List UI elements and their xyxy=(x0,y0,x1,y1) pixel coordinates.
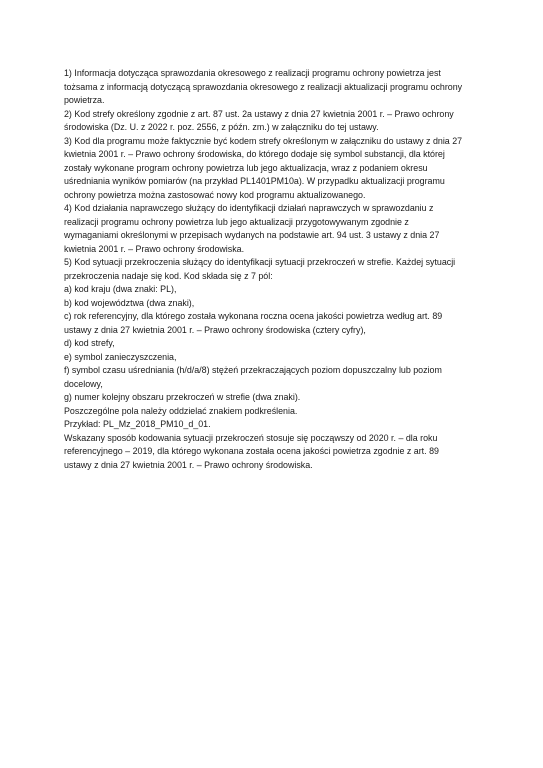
text-line: kwietnia 2001 r. – Prawo ochrony środowiska, do którego dodaje się symbol substancji, dla której xyxy=(64,149,445,159)
text-line: środowiska (Dz. U. z 2022 r. poz. 2556, z późn. zm.) w załączniku do tej ustawy. xyxy=(64,122,379,132)
text-line: 1) Informacja dotycząca sprawozdania okresowego z realizacji programu ochrony powietrza jest xyxy=(64,68,441,78)
text-line: ochrony powietrza można zastosować nowy kod programu aktualizowanego. xyxy=(64,189,366,200)
text-line: Przykład: PL_Mz_2018_PM10_d_01. xyxy=(64,419,211,429)
text-line: ustawy z dnia 27 kwietnia 2001 r. – Prawo ochrony środowiska (cztery cyfry), xyxy=(64,324,366,335)
text-line: tożsama z informacją dotyczącą sprawozdania okresowego z realizacji aktualizacji programu ochrony xyxy=(64,81,463,92)
text-line: a) kod kraju (dwa znaki: PL), xyxy=(64,284,177,294)
text-line: 3) Kod dla programu może faktycznie być kodem strefy określonym w załączniku do ustawy z dnia 27 xyxy=(64,135,463,146)
footnotes-text xyxy=(64,67,484,472)
text-line: Wskazany sposób kodowania sytuacji przekroczeń stosuje się począwszy od 2020 r. – dla roku xyxy=(64,432,438,443)
text-line: f) symbol czasu uśredniania (h/d/a/8) stężeń przekraczających poziom dopuszczalny lub poziom xyxy=(64,365,442,375)
text-line: realizacji programu ochrony powietrza lub jego aktualizacji przygotowywanym zgodnie z xyxy=(64,216,409,227)
text-line: 5) Kod sytuacji przekroczenia służący do identyfikacji sytuacji przekroczeń w strefie. Każdej sytuacji xyxy=(64,257,456,267)
text-line: ustawy z dnia 27 kwietnia 2001 r. – Prawo ochrony środowiska. xyxy=(64,459,313,470)
text-line: docelowy, xyxy=(64,378,103,389)
text-line: powietrza. xyxy=(64,95,105,105)
text-line: Poszczególne pola należy oddzielać znakiem podkreślenia. xyxy=(64,405,298,416)
text-line: 4) Kod działania naprawczego służący do identyfikacji działań naprawczych w sprawozdaniu z xyxy=(64,203,434,213)
text-line: d) kod strefy, xyxy=(64,338,115,348)
text-line: e) symbol zanieczyszczenia, xyxy=(64,351,177,362)
text-line: referencyjnego – 2019, dla którego wykonana została ocena jakości powietrza zgodnie z art. 89 xyxy=(64,446,439,456)
text-line: wymaganiami określonymi w przepisach wydanych na podstawie art. 94 ust. 3 ustawy z dnia 27 xyxy=(64,230,440,240)
text-line: 2) Kod strefy określony zgodnie z art. 87 ust. 2a ustawy z dnia 27 kwietnia 2001 r. – Prawo ochrony xyxy=(64,108,454,119)
text-line: b) kod województwa (dwa znaki), xyxy=(64,297,195,308)
text-line: uśredniania wyników pomiarów (na przykład PL1401PM10a). W przypadku aktualizacji programu xyxy=(64,176,445,186)
text-line: c) rok referencyjny, dla którego została wykonana roczna ocena jakości powietrza według art. 89 xyxy=(64,311,443,321)
text-line: g) numer kolejny obszaru przekroczeń w strefie (dwa znaki). xyxy=(64,392,301,402)
text-line: kwietnia 2001 r. – Prawo ochrony środowiska. xyxy=(64,243,245,254)
text-line: zostały wykonane program ochrony powietrza lub jego aktualizacja, wraz z podaniem okresu xyxy=(64,162,428,173)
text-line: przekroczenia nadaje się kod. Kod składa się z 7 pól: xyxy=(64,270,273,281)
